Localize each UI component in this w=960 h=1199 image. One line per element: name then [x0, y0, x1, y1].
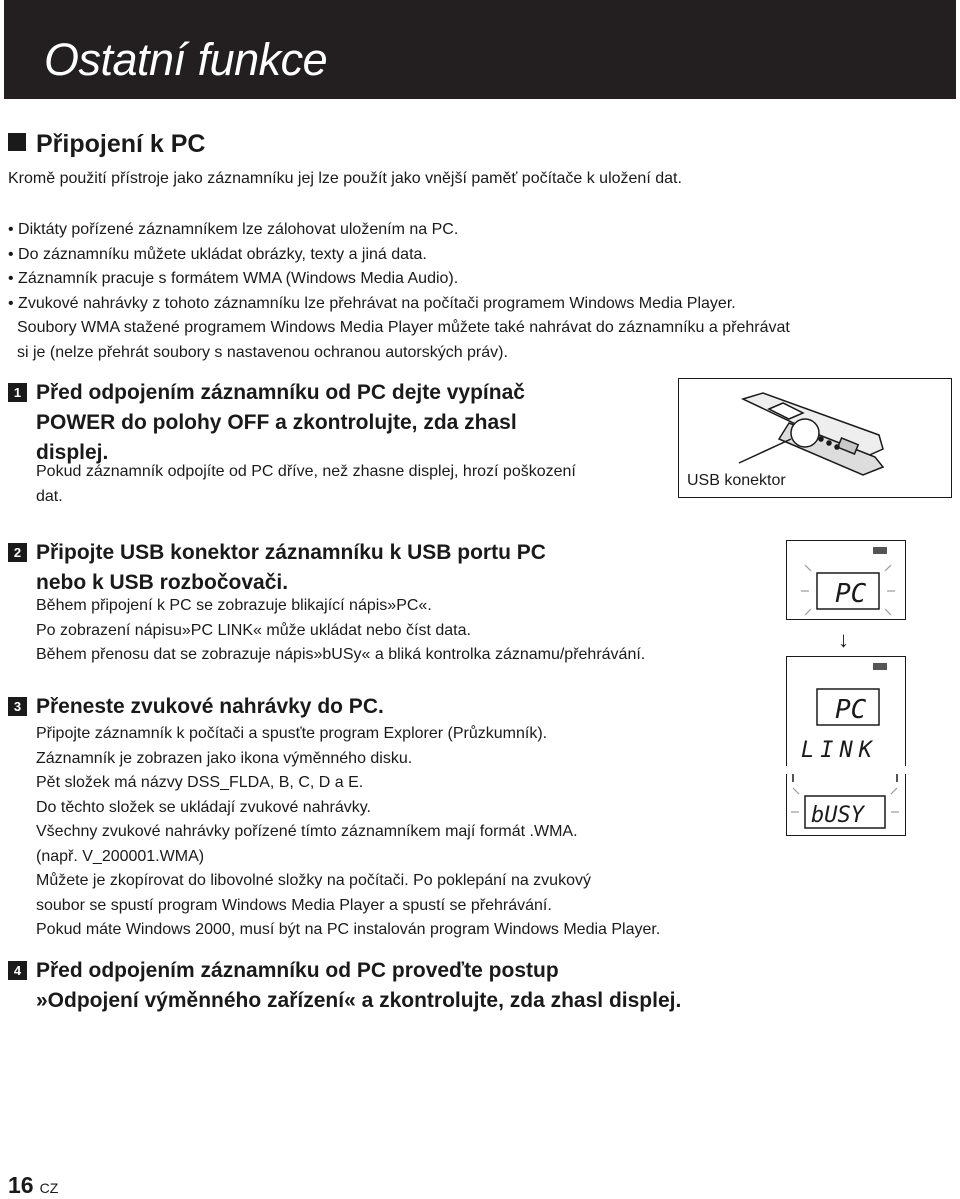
step-heading-line: »Odpojení výměnného zařízení« a zkontrolujte, zda zhasl displej. — [36, 989, 682, 1012]
down-arrow-icon: ↓ — [838, 627, 849, 652]
language-code: CZ — [39, 1180, 59, 1196]
list-item: • Zvukové nahrávky z tohoto záznamníku lze přehrávat na počítači programem Windows Media Player. — [8, 292, 790, 317]
step-body-line: Pět složek má názvy DSS_FLDA, B, C, D a E. — [36, 774, 364, 791]
section-heading — [8, 130, 205, 159]
page-footer — [8, 1172, 58, 1199]
step-body — [36, 594, 645, 668]
step-body-line: dat. — [36, 487, 63, 505]
step-body-line: Během připojení k PC se zobrazuje blikající nápis»PC«. — [36, 597, 432, 614]
square-bullet-icon — [8, 133, 26, 151]
step-heading-line: Před odpojením záznamníku od PC dejte vypínač — [36, 381, 525, 404]
step-body-line: Během přenosu dat se zobrazuje nápis»bUSy« a bliká kontrolka záznamu/přehrávání. — [36, 646, 646, 663]
lcd-text: PC — [835, 695, 867, 725]
step-body — [36, 722, 660, 943]
list-item: • Záznamník pracuje s formátem WMA (Windows Media Audio). — [8, 267, 790, 292]
step-number: 3 — [8, 697, 27, 716]
lcd-graphic — [787, 541, 905, 619]
step-number: 1 — [8, 383, 27, 402]
lcd-text: PC — [835, 579, 867, 609]
step-body-line: Můžete je zkopírovat do libovolné složky na počítači. Po poklepání na zvukový — [36, 872, 591, 889]
step-heading — [36, 378, 525, 468]
list-item: Soubory WMA stažené programem Windows Media Player můžete také nahrávat do záznamníku a přehrávat — [17, 319, 790, 336]
step-heading — [36, 692, 384, 722]
section-heading-text: Připojení k PC — [36, 130, 206, 158]
lcd-display-pc-link — [786, 656, 906, 766]
list-item: • Do záznamníku můžete ukládat obrázky, texty a jiná data. — [8, 243, 790, 268]
page-number: 16 — [8, 1172, 34, 1198]
step-body-line: Připojte záznamník k počítači a spusťte program Explorer (Průzkumník). — [36, 725, 548, 742]
lcd-subtext: LINK — [801, 738, 878, 763]
intro-text: Kromě použití přístroje jako záznamníku jej lze použít jako vnější paměť počítače k uložení dat. — [8, 170, 682, 187]
lcd-display-pc-blinking — [786, 540, 906, 620]
step-heading-line: displej. — [36, 441, 109, 464]
step-body-line: (např. V_200001.WMA) — [36, 847, 205, 865]
list-item: • Diktáty pořízené záznamníkem lze zálohovat uložením na PC. — [8, 218, 790, 243]
step-number: 4 — [8, 961, 27, 980]
step-body — [36, 460, 576, 509]
step-body-line: Záznamník je zobrazen jako ikona výměnného disku. — [36, 749, 413, 767]
step-number: 2 — [8, 543, 27, 562]
lcd-graphic — [787, 774, 905, 834]
header-bar — [4, 0, 956, 99]
lcd-text: bUSY — [811, 803, 864, 828]
step-body-line: Pokud máte Windows 2000, musí být na PC instalován program Windows Media Player. — [36, 921, 661, 938]
lcd-display-busy — [786, 774, 906, 836]
step-heading — [36, 538, 546, 598]
step-heading-line: nebo k USB rozbočovači. — [36, 571, 289, 594]
step-heading — [36, 956, 681, 1016]
step-body-line: soubor se spustí program Windows Media Player a spustí se přehrávání. — [36, 896, 552, 914]
step-heading-line: POWER do polohy OFF a zkontrolujte, zda zhasl — [36, 411, 517, 434]
step-body-line: Všechny zvukové nahrávky pořízené tímto záznamníkem mají formát .WMA. — [36, 823, 578, 840]
usb-connector-label: USB konektor — [687, 472, 786, 489]
lcd-graphic — [787, 657, 905, 765]
bullet-list — [8, 218, 790, 365]
page-title: Ostatní funkce — [44, 34, 328, 85]
step-heading-line: Připojte USB konektor záznamníku k USB portu PC — [36, 541, 546, 564]
list-item: si je (nelze přehrát soubory s nastavenou ochranou autorských práv). — [17, 343, 508, 361]
step-heading-line: Přeneste zvukové nahrávky do PC. — [36, 695, 384, 718]
step-heading-line: Před odpojením záznamníku od PC proveďte postup — [36, 959, 559, 982]
usb-connector-figure — [678, 378, 952, 498]
step-body-line: Pokud záznamník odpojíte od PC dříve, než zhasne displej, hrozí poškození — [36, 463, 576, 480]
step-body-line: Po zobrazení nápisu»PC LINK« může ukládat nebo číst data. — [36, 621, 471, 639]
step-body-line: Do těchto složek se ukládají zvukové nahrávky. — [36, 798, 371, 816]
